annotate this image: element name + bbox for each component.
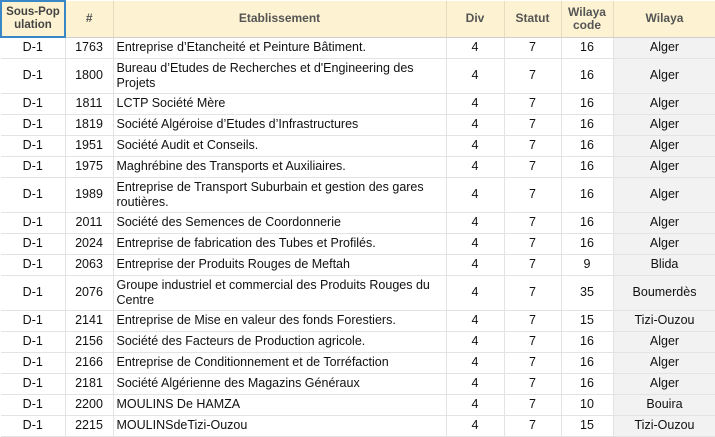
cell-statut[interactable]: 7 <box>504 233 561 254</box>
cell-div[interactable]: 4 <box>446 331 504 352</box>
cell-wilaya[interactable]: Alger <box>613 177 715 212</box>
cell-wilaya[interactable]: Blida <box>613 254 715 275</box>
cell-wilaya[interactable]: Alger <box>613 373 715 394</box>
header-wilaya-code[interactable]: Wilaya code <box>561 1 613 37</box>
cell-num[interactable]: 2156 <box>65 331 113 352</box>
cell-wilaya-code[interactable]: 16 <box>561 114 613 135</box>
table-row <box>1 156 715 177</box>
cell-statut[interactable]: 7 <box>504 275 561 310</box>
cell-sous-population[interactable]: D-1 <box>1 233 65 254</box>
cell-wilaya-code[interactable]: 35 <box>561 275 613 310</box>
cell-num[interactable]: 1763 <box>65 37 113 58</box>
header-etablissement[interactable]: Etablissement <box>113 1 446 37</box>
cell-wilaya[interactable]: Alger <box>613 114 715 135</box>
cell-statut[interactable]: 7 <box>504 93 561 114</box>
cell-statut[interactable]: 7 <box>504 37 561 58</box>
table-row <box>1 254 715 275</box>
cell-wilaya-code[interactable]: 16 <box>561 233 613 254</box>
table-row <box>1 415 715 436</box>
cell-div[interactable]: 4 <box>446 254 504 275</box>
cell-sous-population[interactable]: D-1 <box>1 37 65 58</box>
cell-div[interactable]: 4 <box>446 37 504 58</box>
cell-statut[interactable]: 7 <box>504 135 561 156</box>
cell-sous-population[interactable]: D-1 <box>1 254 65 275</box>
header-num[interactable]: # <box>65 1 113 37</box>
table-row <box>1 58 715 93</box>
cell-statut[interactable]: 7 <box>504 331 561 352</box>
cell-etablissement[interactable]: LCTP Société Mère <box>113 93 446 114</box>
cell-statut[interactable]: 7 <box>504 254 561 275</box>
cell-div[interactable]: 4 <box>446 93 504 114</box>
cell-wilaya[interactable]: Alger <box>613 233 715 254</box>
table-row <box>1 275 715 310</box>
cell-statut[interactable]: 7 <box>504 352 561 373</box>
cell-wilaya[interactable]: Bouira <box>613 394 715 415</box>
cell-wilaya[interactable]: Alger <box>613 212 715 233</box>
cell-etablissement[interactable]: Entreprise der Produits Rouges de Meftah <box>113 254 446 275</box>
cell-wilaya-code[interactable]: 15 <box>561 310 613 331</box>
cell-num[interactable]: 1800 <box>65 58 113 93</box>
cell-wilaya-code[interactable]: 16 <box>561 212 613 233</box>
cell-num[interactable]: 2024 <box>65 233 113 254</box>
cell-etablissement[interactable]: Société Algérienne des Magazins Généraux <box>113 373 446 394</box>
table-row <box>1 37 715 58</box>
cell-statut[interactable]: 7 <box>504 212 561 233</box>
cell-div[interactable]: 4 <box>446 135 504 156</box>
table-row <box>1 233 715 254</box>
cell-wilaya-code[interactable]: 16 <box>561 93 613 114</box>
cell-statut[interactable]: 7 <box>504 373 561 394</box>
cell-wilaya[interactable]: Alger <box>613 37 715 58</box>
cell-statut[interactable]: 7 <box>504 156 561 177</box>
cell-statut[interactable]: 7 <box>504 394 561 415</box>
table-row <box>1 373 715 394</box>
cell-sous-population[interactable]: D-1 <box>1 177 65 212</box>
cell-statut[interactable]: 7 <box>504 114 561 135</box>
cell-etablissement[interactable]: Société Audit et Conseils. <box>113 135 446 156</box>
cell-wilaya[interactable]: Alger <box>613 135 715 156</box>
cell-wilaya-code[interactable]: 16 <box>561 156 613 177</box>
cell-statut[interactable]: 7 <box>504 58 561 93</box>
cell-num[interactable]: 1811 <box>65 93 113 114</box>
cell-statut[interactable]: 7 <box>504 177 561 212</box>
cell-num[interactable]: 1989 <box>65 177 113 212</box>
cell-etablissement[interactable]: Société des Facteurs de Production agricole. <box>113 331 446 352</box>
cell-num[interactable]: 2200 <box>65 394 113 415</box>
cell-wilaya-code[interactable]: 16 <box>561 331 613 352</box>
table-body <box>1 37 715 436</box>
cell-wilaya-code[interactable]: 16 <box>561 177 613 212</box>
cell-etablissement[interactable]: Bureau d’Etudes de Recherches et d'Engineering des Projets <box>113 58 446 93</box>
cell-num[interactable]: 2166 <box>65 352 113 373</box>
cell-num[interactable]: 1951 <box>65 135 113 156</box>
cell-wilaya[interactable]: Boumerdès <box>613 275 715 310</box>
cell-etablissement[interactable]: MOULINSdeTizi-Ouzou <box>113 415 446 436</box>
cell-wilaya[interactable]: Alger <box>613 58 715 93</box>
cell-wilaya-code[interactable]: 10 <box>561 394 613 415</box>
cell-div[interactable]: 4 <box>446 212 504 233</box>
cell-div[interactable]: 4 <box>446 114 504 135</box>
cell-sous-population[interactable]: D-1 <box>1 394 65 415</box>
table-row <box>1 177 715 212</box>
table-row <box>1 310 715 331</box>
cell-etablissement[interactable]: Entreprise de Transport Suburbain et gestion des gares routières. <box>113 177 446 212</box>
cell-statut[interactable]: 7 <box>504 415 561 436</box>
cell-div[interactable]: 4 <box>446 373 504 394</box>
table-row <box>1 394 715 415</box>
cell-div[interactable]: 4 <box>446 352 504 373</box>
cell-sous-population[interactable]: D-1 <box>1 93 65 114</box>
cell-etablissement[interactable]: Entreprise de fabrication des Tubes et Profilés. <box>113 233 446 254</box>
table-row <box>1 212 715 233</box>
cell-sous-population[interactable]: D-1 <box>1 114 65 135</box>
cell-div[interactable]: 4 <box>446 58 504 93</box>
header-wilaya[interactable]: Wilaya <box>613 1 715 37</box>
cell-wilaya-code[interactable]: 16 <box>561 58 613 93</box>
cell-etablissement[interactable]: Groupe industriel et commercial des Produits Rouges du Centre <box>113 275 446 310</box>
cell-wilaya[interactable]: Tizi-Ouzou <box>613 310 715 331</box>
cell-div[interactable]: 4 <box>446 415 504 436</box>
cell-num[interactable]: 2011 <box>65 212 113 233</box>
table-row <box>1 135 715 156</box>
cell-sous-population[interactable]: D-1 <box>1 373 65 394</box>
cell-wilaya[interactable]: Tizi-Ouzou <box>613 415 715 436</box>
cell-wilaya[interactable]: Alger <box>613 156 715 177</box>
cell-sous-population[interactable]: D-1 <box>1 135 65 156</box>
cell-num[interactable]: 2215 <box>65 415 113 436</box>
cell-num[interactable]: 2141 <box>65 310 113 331</box>
cell-sous-population[interactable]: D-1 <box>1 310 65 331</box>
cell-wilaya[interactable]: Alger <box>613 331 715 352</box>
cell-num[interactable]: 2063 <box>65 254 113 275</box>
cell-wilaya-code[interactable]: 16 <box>561 135 613 156</box>
cell-sous-population[interactable]: D-1 <box>1 212 65 233</box>
cell-wilaya-code[interactable]: 16 <box>561 37 613 58</box>
table-row <box>1 352 715 373</box>
cell-div[interactable]: 4 <box>446 156 504 177</box>
cell-etablissement[interactable]: Maghrébine des Transports et Auxiliaires. <box>113 156 446 177</box>
cell-wilaya-code[interactable]: 16 <box>561 352 613 373</box>
cell-etablissement[interactable]: Entreprise d’Etancheité et Peinture Bâtiment. <box>113 37 446 58</box>
cell-wilaya[interactable]: Alger <box>613 352 715 373</box>
cell-wilaya[interactable]: Alger <box>613 93 715 114</box>
cell-etablissement[interactable]: MOULINS De HAMZA <box>113 394 446 415</box>
cell-sous-population[interactable]: D-1 <box>1 156 65 177</box>
cell-num[interactable]: 1975 <box>65 156 113 177</box>
cell-etablissement[interactable]: Entreprise de Mise en valeur des fonds Forestiers. <box>113 310 446 331</box>
cell-sous-population[interactable]: D-1 <box>1 352 65 373</box>
table-row <box>1 93 715 114</box>
cell-sous-population[interactable]: D-1 <box>1 275 65 310</box>
cell-sous-population[interactable]: D-1 <box>1 58 65 93</box>
cell-div[interactable]: 4 <box>446 394 504 415</box>
cell-num[interactable]: 2181 <box>65 373 113 394</box>
cell-sous-population[interactable]: D-1 <box>1 331 65 352</box>
table-row <box>1 114 715 135</box>
cell-wilaya-code[interactable]: 16 <box>561 373 613 394</box>
cell-div[interactable]: 4 <box>446 275 504 310</box>
cell-div[interactable]: 4 <box>446 310 504 331</box>
cell-div[interactable]: 4 <box>446 233 504 254</box>
cell-wilaya-code[interactable]: 9 <box>561 254 613 275</box>
cell-statut[interactable]: 7 <box>504 310 561 331</box>
cell-etablissement[interactable]: Entreprise de Conditionnement et de Torréfaction <box>113 352 446 373</box>
table-header <box>1 1 715 37</box>
header-statut[interactable]: Statut <box>504 1 561 37</box>
cell-sous-population[interactable]: D-1 <box>1 415 65 436</box>
header-div[interactable]: Div <box>446 1 504 37</box>
header-sous-population[interactable]: Sous-Pop ulation <box>1 1 65 37</box>
cell-num[interactable]: 2076 <box>65 275 113 310</box>
cell-wilaya-code[interactable]: 15 <box>561 415 613 436</box>
cell-num[interactable]: 1819 <box>65 114 113 135</box>
cell-etablissement[interactable]: Société Algéroise d’Etudes d’Infrastructures <box>113 114 446 135</box>
table-row <box>1 331 715 352</box>
cell-div[interactable]: 4 <box>446 177 504 212</box>
cell-etablissement[interactable]: Société des Semences de Coordonnerie <box>113 212 446 233</box>
